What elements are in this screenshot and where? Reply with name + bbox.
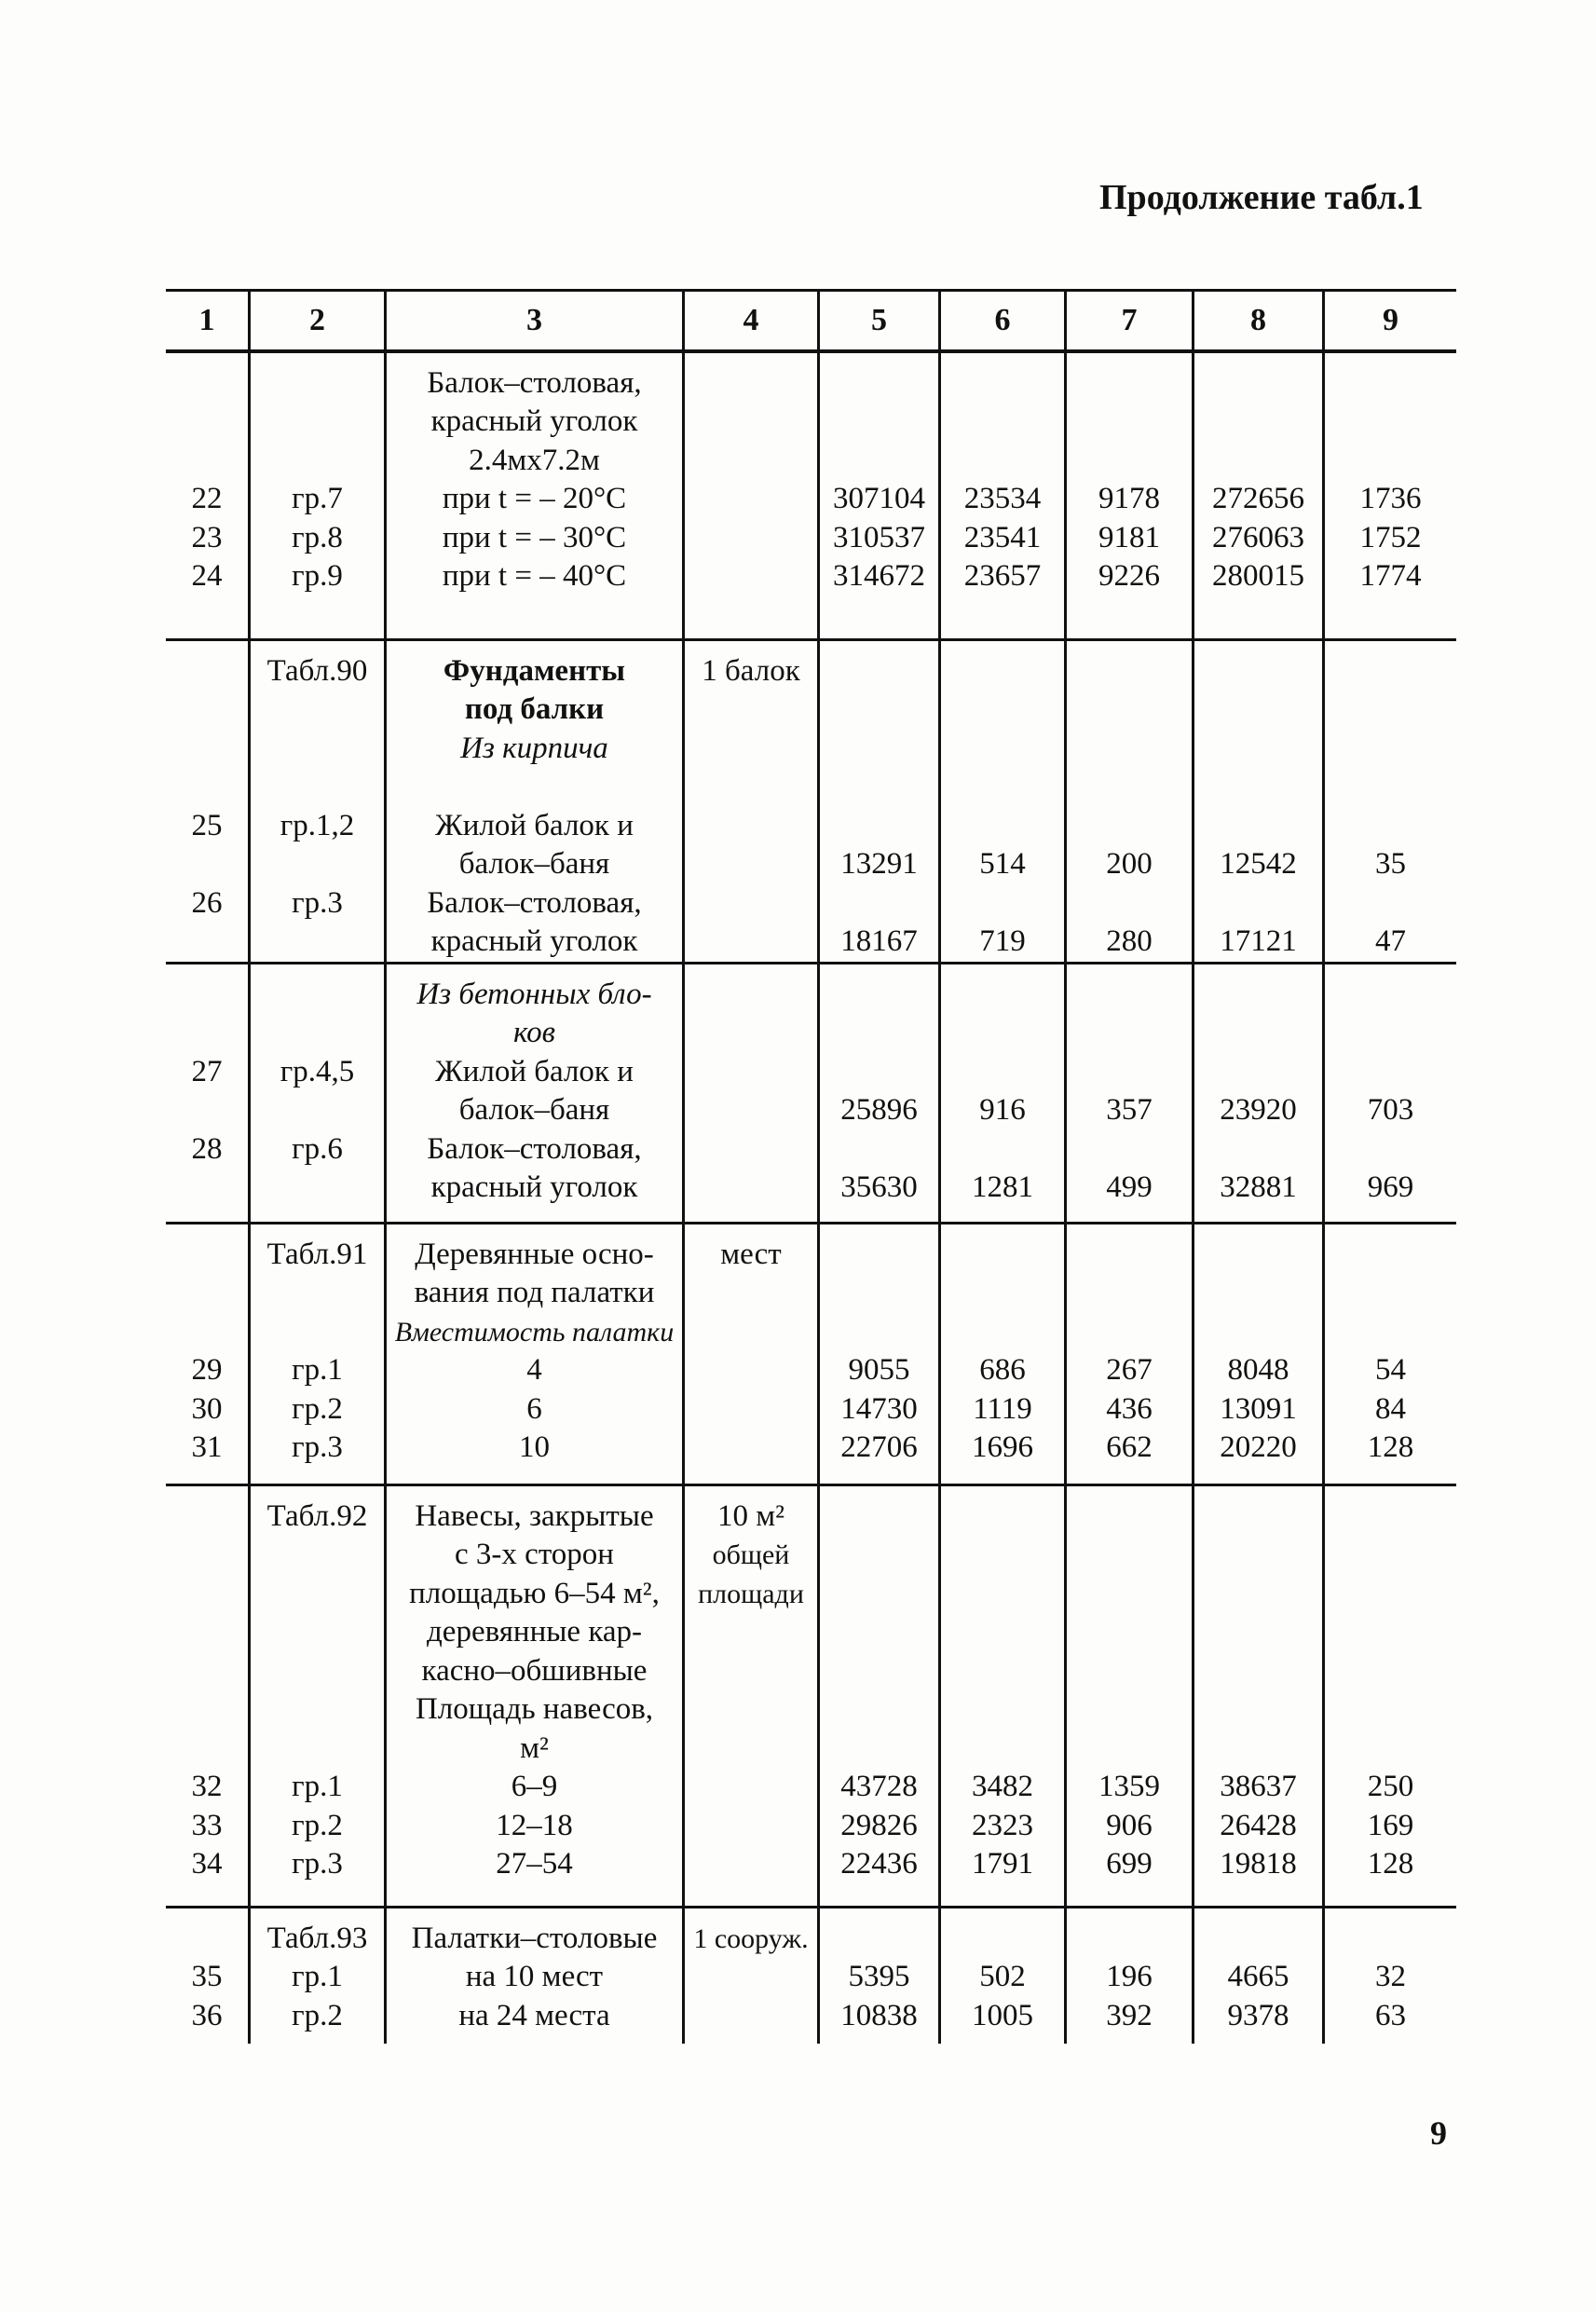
group-cell: Табл.93 гр.1 гр.2	[248, 1908, 384, 2044]
unit-cell: 10 м² общей площади	[682, 1486, 817, 1906]
header-col-4: 4	[682, 292, 817, 349]
header-col-8: 8	[1192, 292, 1322, 349]
description-cell: Навесы, закрытые с 3-х сторон площадью 6–54 м², деревянные кар- касно–обшивные Площадь навесов, м² 6–9 12–18 27–54	[384, 1486, 682, 1906]
value-col-6: 686 1119 1696	[938, 1224, 1064, 1484]
group-cell: Табл.92 гр.1 гр.2 гр.3	[248, 1486, 384, 1906]
header-col-9: 9	[1322, 292, 1456, 349]
value-col-6: 514 719	[938, 641, 1064, 962]
row-number-cell: 22 23 24	[191, 482, 223, 593]
header-col-3: 3	[384, 292, 682, 349]
value-col-5: 25896 35630	[817, 964, 938, 1222]
unit-cell	[682, 353, 817, 638]
group-cell: Табл.90 гр.1,2 гр.3	[248, 641, 384, 962]
value-col-8: 4665 9378	[1192, 1908, 1322, 2044]
value-col-6: 502 1005	[938, 1908, 1064, 2044]
value-col-5: 13291 18167	[817, 641, 938, 962]
value-col-7: 267 436 662	[1064, 1224, 1192, 1484]
value-col-6: 916 1281	[938, 964, 1064, 1222]
description-cell: Из бетонных бло- ков Жилой балок и балок–баня Балок–столовая, красный уголок	[384, 964, 682, 1222]
row-number-cell: 32 33 34	[191, 1770, 223, 1881]
unit-cell: 1 сооруж.	[682, 1908, 817, 2044]
description-cell: Фундаменты под балки Из кирпича Жилой балок и балок–баня Балок–столовая, красный уголок	[384, 641, 682, 962]
value-col-9: 1736 1752 1774	[1322, 353, 1456, 638]
value-col-5: 5395 10838	[817, 1908, 938, 2044]
value-col-9: 703 969	[1322, 964, 1456, 1222]
header-col-5: 5	[817, 292, 938, 349]
table-group	[166, 353, 1456, 641]
table-group	[166, 1908, 1456, 2044]
value-col-7: 200 280	[1064, 641, 1192, 962]
description-cell: Деревянные осно- вания под палатки Вместимость палатки 4 6 10	[384, 1224, 682, 1484]
value-col-6: 3482 2323 1791	[938, 1486, 1064, 1906]
value-col-8: 23920 32881	[1192, 964, 1322, 1222]
value-col-6: 23534 23541 23657	[938, 353, 1064, 638]
table-group	[166, 964, 1456, 1224]
header-col-7: 7	[1064, 292, 1192, 349]
table-group	[166, 1486, 1456, 1908]
value-col-8: 272656 276063 280015	[1192, 353, 1322, 638]
header-col-1: 1	[198, 303, 215, 337]
value-col-9: 54 84 128	[1322, 1224, 1456, 1484]
value-col-5: 43728 29826 22436	[817, 1486, 938, 1906]
value-col-7: 196 392	[1064, 1908, 1192, 2044]
row-number-cell: 25 26	[191, 808, 223, 920]
continuation-title: Продолжение табл.1	[1099, 178, 1424, 217]
value-col-7: 357 499	[1064, 964, 1192, 1222]
table-header	[166, 289, 1456, 353]
table-group	[166, 641, 1456, 964]
header-col-2: 2	[248, 292, 384, 349]
value-col-9: 250 169 128	[1322, 1486, 1456, 1906]
header-col-6: 6	[938, 292, 1064, 349]
unit-cell: 1 балок	[682, 641, 817, 962]
value-col-5: 9055 14730 22706	[817, 1224, 938, 1484]
description-cell: Палатки–столовые на 10 мест на 24 места	[384, 1908, 682, 2044]
group-cell: Табл.91 гр.1 гр.2 гр.3	[248, 1224, 384, 1484]
group-cell: гр.4,5 гр.6	[248, 964, 384, 1222]
row-number-cell: 27 28	[191, 1054, 223, 1166]
row-number-cell: 35 36	[191, 1960, 223, 2032]
data-table	[166, 289, 1456, 2044]
value-col-9: 32 63	[1322, 1908, 1456, 2044]
value-col-8: 38637 26428 19818	[1192, 1486, 1322, 1906]
unit-cell: мест	[682, 1224, 817, 1484]
table-group	[166, 1224, 1456, 1486]
description-cell: Балок–столовая, красный уголок 2.4мх7.2м при t = – 20°С при t = – 30°С при t = – 40°С	[384, 353, 682, 638]
value-col-8: 8048 13091 20220	[1192, 1224, 1322, 1484]
value-col-7: 1359 906 699	[1064, 1486, 1192, 1906]
value-col-5: 307104 310537 314672	[817, 353, 938, 638]
unit-cell	[682, 964, 817, 1222]
page-number: 9	[1430, 2114, 1447, 2152]
row-number-cell: 29 30 31	[191, 1353, 223, 1464]
value-col-7: 9178 9181 9226	[1064, 353, 1192, 638]
value-col-8: 12542 17121	[1192, 641, 1322, 962]
value-col-9: 35 47	[1322, 641, 1456, 962]
group-cell: гр.7 гр.8 гр.9	[248, 353, 384, 638]
